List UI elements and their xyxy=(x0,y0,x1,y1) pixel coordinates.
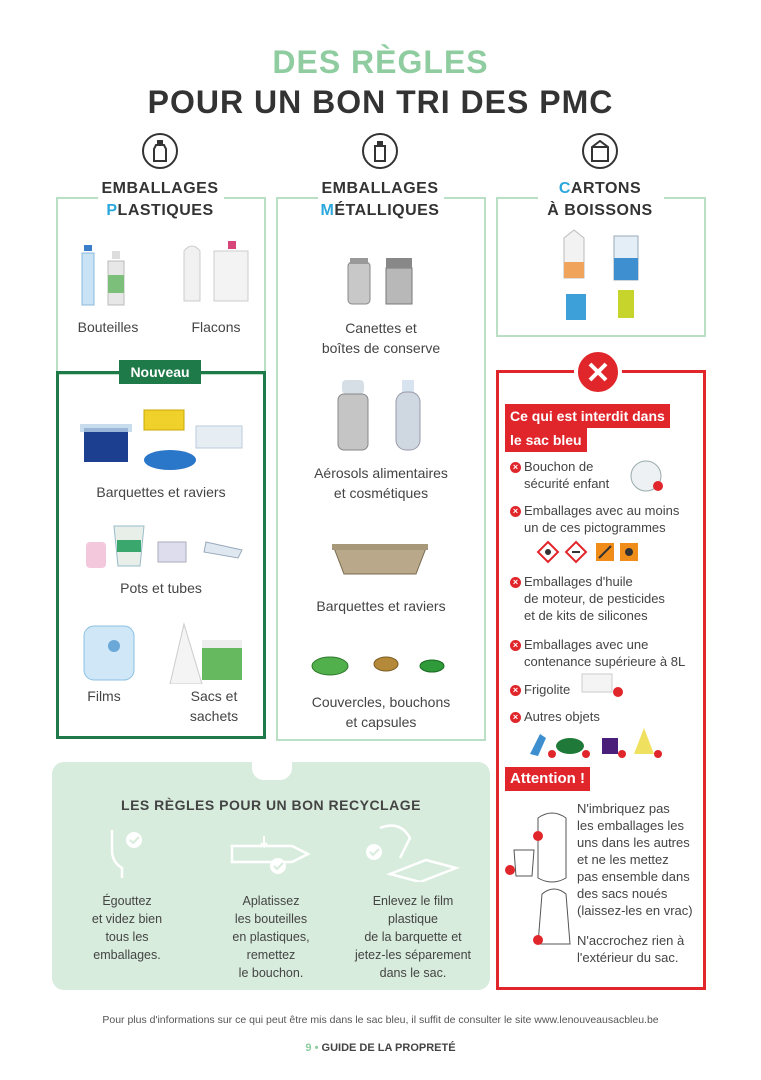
x-circle-icon: × xyxy=(510,712,521,723)
hazard-pictograms xyxy=(536,540,646,566)
cans-image xyxy=(342,254,422,310)
title-line-2: POUR UN BON TRI DES PMC xyxy=(147,84,614,120)
metal-title: EMBALLAGES MÉTALLIQUES xyxy=(320,180,440,219)
label-canettes: Canettes et boîtes de conserve xyxy=(321,320,441,356)
films-image xyxy=(78,620,248,684)
x-circle-icon: × xyxy=(510,685,521,696)
footer-info: Pour plus d'informations sur ce qui peut être mis dans le sac bleu, il suffit de consulter le site www.lenouveausacbleu.be xyxy=(102,1014,659,1026)
forbidden-item-4: × Emballages avec une contenance supérieure à 8L xyxy=(510,636,700,670)
aerosols-image xyxy=(330,376,430,456)
forbidden-item-3: × Emballages d'huile de moteur, de pesticides et de kits de silicones xyxy=(510,573,700,624)
nouveau-tag: Nouveau xyxy=(119,360,201,384)
title-line-1: DES RÈGLES xyxy=(272,44,489,80)
frigolite-image xyxy=(578,670,628,700)
bottles-image xyxy=(78,241,138,309)
label-couvercles: Couvercles, bouchons et capsules xyxy=(311,694,451,730)
carton-icon xyxy=(582,133,618,169)
pots-image xyxy=(82,520,252,570)
cartons-image xyxy=(556,228,656,324)
spray-can-icon xyxy=(362,133,398,169)
label-barquettes-metal: Barquettes et raviers xyxy=(316,598,446,614)
forbidden-item-5: × Frigolite xyxy=(510,681,590,698)
x-circle-icon: × xyxy=(510,577,521,588)
attention-text-2: N'accrochez rien à l'extérieur du sac. xyxy=(577,933,685,965)
barquettes-image xyxy=(78,404,248,476)
flacons-image xyxy=(176,237,256,305)
label-bouteilles: Bouteilles xyxy=(77,319,139,335)
recycling-title: LES RÈGLES POUR UN BON RECYCLAGE xyxy=(121,797,421,813)
bottle-icon xyxy=(142,133,178,169)
plastic-box xyxy=(56,197,266,375)
x-circle-icon: × xyxy=(510,462,521,473)
cartons-title: CARTONS À BOISSONS xyxy=(547,180,653,219)
forbidden-item-6: × Autres objets xyxy=(510,708,610,725)
child-cap-image xyxy=(628,458,668,494)
rule-2-text: Aplatissez les bouteilles en plastiques, remettez le bouchon. xyxy=(232,894,310,980)
plastic-title: EMBALLAGES PLASTIQUES xyxy=(101,180,219,219)
label-films: Films xyxy=(87,688,121,704)
alu-tray-image xyxy=(330,538,430,582)
x-circle-icon: × xyxy=(510,506,521,517)
bags-image xyxy=(502,800,576,960)
attention-text-1: N'imbriquez pas les emballages les uns dans les autres et ne les mettez pas ensemble dans des sacs noués (laissez-les en vrac) xyxy=(577,801,693,918)
attention-tag: Attention ! xyxy=(505,767,590,791)
forbidden-x-icon xyxy=(574,348,622,396)
panel-notch xyxy=(252,762,292,780)
label-sacs: Sacs et sachets xyxy=(189,688,239,724)
forbidden-item-2: × Emballages avec au moins un de ces pictogrammes xyxy=(510,502,700,536)
forbidden-item-1: × Bouchon de sécurité enfant xyxy=(510,458,630,492)
other-objects-image xyxy=(524,724,670,760)
drip-check-icon xyxy=(106,826,146,882)
flatten-bottle-icon xyxy=(226,826,322,876)
x-circle-icon: × xyxy=(510,640,521,651)
lids-image xyxy=(308,650,458,680)
label-barquettes: Barquettes et raviers xyxy=(96,484,226,500)
label-flacons: Flacons xyxy=(191,319,241,335)
footer-page: 9 • GUIDE DE LA PROPRETÉ xyxy=(305,1042,456,1054)
remove-film-icon xyxy=(360,818,460,882)
label-pots: Pots et tubes xyxy=(120,580,202,596)
rule-3-text: Enlevez le film plastique de la barquette et jetez-les séparement dans le sac. xyxy=(354,894,472,980)
forbidden-tag: Ce qui est interdit dans le sac bleu xyxy=(505,404,670,452)
rule-1-text: Égouttez et videz bien tous les emballages. xyxy=(91,894,163,962)
label-aerosols: Aérosols alimentaires et cosmétiques xyxy=(314,465,448,501)
